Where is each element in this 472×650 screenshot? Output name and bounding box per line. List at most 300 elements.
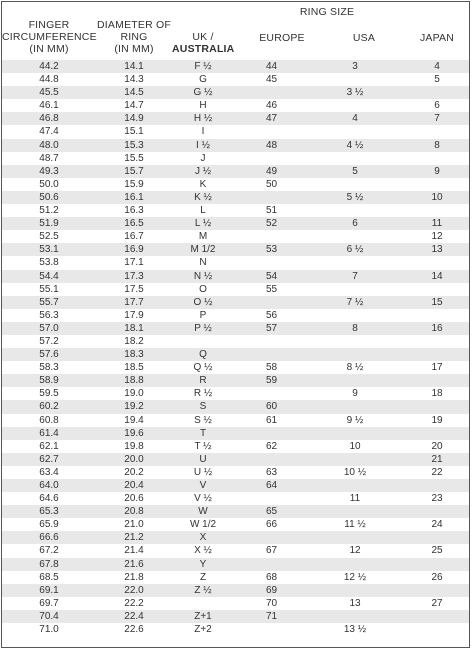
diameter-cell: 21.6 <box>124 558 144 570</box>
diameter-cell: 17.3 <box>124 270 144 282</box>
usa-size-cell: 9 ½ <box>346 414 364 426</box>
uk-size-cell: O ½ <box>193 296 213 308</box>
diameter-cell: 20.4 <box>124 480 144 491</box>
finger-circumference-cell: 58.9 <box>39 375 59 387</box>
usa-size-cell: 5 <box>352 165 358 177</box>
usa-header: USA <box>352 32 376 44</box>
usa-size-cell: 5 ½ <box>346 191 364 203</box>
europe-size-cell <box>234 230 314 243</box>
diameter-cell: 20.8 <box>124 506 144 518</box>
australia-header-line: AUSTRALIA <box>172 43 235 55</box>
finger-circumference-cell: 69.1 <box>39 584 59 596</box>
finger-circumference-cell: 57.0 <box>39 322 59 334</box>
finger-circumference-cell: 57.2 <box>39 335 59 347</box>
usa-size-cell <box>314 73 396 86</box>
europe-size-cell: 59 <box>266 375 278 387</box>
japan-size-cell: 10 <box>431 191 443 203</box>
table-row <box>2 531 469 544</box>
europe-size-cell: 63 <box>266 466 278 478</box>
europe-size-cell <box>234 125 314 138</box>
usa-size-cell: 4 <box>352 113 358 125</box>
japan-size-cell: 12 <box>431 231 443 243</box>
uk-size-cell: F ½ <box>194 61 212 72</box>
usa-size-cell <box>314 558 396 571</box>
table-row <box>2 544 469 557</box>
europe-size-cell: 66 <box>266 519 278 531</box>
usa-size-cell <box>314 178 396 191</box>
table-row <box>2 270 469 283</box>
table-row <box>2 466 469 479</box>
uk-size-cell: X <box>199 532 207 544</box>
uk-size-cell: W 1/2 <box>189 519 217 531</box>
diameter-cell: 18.3 <box>124 349 144 361</box>
japan-size-cell: 18 <box>431 388 443 400</box>
diameter-cell: 17.1 <box>124 257 144 269</box>
europe-size-cell <box>234 348 314 361</box>
usa-size-cell <box>314 610 396 623</box>
japan-size-cell <box>396 531 460 544</box>
europe-size-cell <box>234 335 314 348</box>
uk-size-cell: G <box>199 74 207 86</box>
diameter-cell: 16.3 <box>124 205 144 217</box>
usa-size-cell: 6 <box>352 218 358 230</box>
usa-size-cell <box>314 125 396 138</box>
japan-size-cell: 8 <box>434 139 440 151</box>
usa-size-cell <box>314 283 396 296</box>
finger-circumference-cell: 56.3 <box>39 309 59 321</box>
finger-circumference-cell: 53.1 <box>39 244 59 256</box>
japan-size-cell <box>396 86 460 99</box>
diameter-cell: 21.4 <box>124 545 144 557</box>
finger-circumference-header <box>2 19 96 55</box>
table-row <box>2 217 469 230</box>
diameter-cell: 16.9 <box>124 244 144 256</box>
uk-size-cell: J <box>200 152 206 164</box>
finger-circumference-cell: 59.5 <box>39 388 59 400</box>
europe-size-cell: 47 <box>266 113 278 125</box>
finger-circumference-cell: 64.0 <box>39 480 59 491</box>
usa-size-cell: 11 <box>349 493 361 505</box>
europe-size-cell <box>234 191 314 204</box>
uk-size-cell: N <box>199 257 207 269</box>
finger-circumference-cell: 44.2 <box>39 61 59 72</box>
finger-circumference-cell: 49.3 <box>39 165 59 177</box>
finger-circumference-cell: 48.0 <box>39 139 59 151</box>
finger-circumference-cell: 61.4 <box>39 427 59 439</box>
diameter-cell: 16.7 <box>124 231 144 243</box>
diameter-cell: 21.8 <box>124 571 144 583</box>
europe-size-cell: 68 <box>266 571 278 583</box>
japan-header: JAPAN <box>419 32 455 44</box>
table-row <box>2 610 469 623</box>
diameter-header <box>96 19 172 55</box>
japan-size-cell <box>396 374 460 387</box>
japan-size-cell <box>396 204 460 217</box>
diameter-cell: 17.5 <box>124 283 144 295</box>
finger-circumference-cell: 71.0 <box>39 624 59 636</box>
uk-size-cell: M <box>198 231 208 243</box>
uk-size-cell: T <box>199 427 207 439</box>
finger-circumference-cell: 50.0 <box>39 178 59 190</box>
diameter-cell: 19.4 <box>124 414 144 426</box>
europe-size-cell: 55 <box>266 283 278 295</box>
diameter-cell: 22.2 <box>124 597 144 609</box>
finger-header-line: CIRCUMFERENCE <box>2 31 97 43</box>
europe-size-cell <box>234 86 314 99</box>
finger-circumference-cell: 55.7 <box>39 296 59 308</box>
japan-size-cell: 24 <box>431 519 443 531</box>
finger-circumference-cell: 70.4 <box>39 610 59 622</box>
table-row <box>2 139 469 152</box>
usa-size-cell <box>314 453 396 466</box>
japan-size-cell: 26 <box>431 571 443 583</box>
usa-size-cell <box>314 400 396 413</box>
diameter-cell: 15.5 <box>124 152 144 164</box>
japan-size-cell: 25 <box>431 545 443 557</box>
table-row <box>2 518 469 531</box>
japan-size-cell <box>396 335 460 348</box>
japan-size-cell: 23 <box>431 493 443 505</box>
japan-size-cell <box>396 584 460 597</box>
table-row <box>2 558 469 571</box>
diameter-cell: 15.7 <box>124 165 144 177</box>
europe-size-cell: 60 <box>266 401 278 413</box>
table-row <box>2 335 469 348</box>
ring-size-group-title: RING SIZE <box>299 6 355 18</box>
usa-size-cell: 8 ½ <box>346 362 364 374</box>
europe-size-cell <box>234 558 314 571</box>
uk-size-cell: Z ½ <box>194 584 212 596</box>
usa-size-cell <box>314 335 396 348</box>
diameter-cell: 14.1 <box>124 61 144 72</box>
japan-size-cell <box>396 479 460 492</box>
finger-circumference-cell: 68.5 <box>39 571 59 583</box>
usa-size-cell: 13 ½ <box>343 624 367 636</box>
diameter-cell: 15.1 <box>124 126 144 138</box>
usa-size-cell <box>314 204 396 217</box>
europe-size-cell: 49 <box>266 165 278 177</box>
uk-size-cell: I <box>201 126 205 138</box>
japan-size-cell <box>396 348 460 361</box>
usa-size-cell <box>314 256 396 269</box>
usa-size-cell <box>314 531 396 544</box>
europe-size-cell: 50 <box>266 178 278 190</box>
europe-size-cell <box>234 623 314 636</box>
usa-size-cell: 12 ½ <box>343 571 367 583</box>
table-row <box>2 112 469 125</box>
japan-size-cell <box>396 125 460 138</box>
europe-size-cell: 64 <box>266 480 278 491</box>
usa-size-cell: 10 ½ <box>343 466 367 478</box>
finger-circumference-cell: 52.5 <box>39 231 59 243</box>
usa-size-cell: 3 <box>352 61 358 72</box>
europe-size-cell: 51 <box>266 205 278 217</box>
finger-circumference-cell: 69.7 <box>39 597 59 609</box>
uk-size-cell: P ½ <box>194 322 212 334</box>
diameter-header-line: (IN MM) <box>114 43 154 55</box>
finger-circumference-cell: 65.9 <box>39 519 59 531</box>
uk-size-cell: H <box>199 100 207 112</box>
finger-circumference-cell: 46.8 <box>39 113 59 125</box>
table-row <box>2 623 469 636</box>
europe-size-cell: 62 <box>266 440 278 452</box>
usa-size-cell <box>314 427 396 440</box>
diameter-cell: 19.0 <box>124 388 144 400</box>
japan-size-cell <box>396 152 460 165</box>
diameter-cell: 14.7 <box>124 100 144 112</box>
finger-circumference-cell: 50.6 <box>39 191 59 203</box>
table-row <box>2 453 469 466</box>
japan-size-cell: 21 <box>431 453 443 465</box>
europe-size-cell: 46 <box>266 100 278 112</box>
finger-circumference-cell: 62.7 <box>39 453 59 465</box>
uk-size-cell: Z <box>199 571 207 583</box>
diameter-cell: 17.7 <box>124 296 144 308</box>
table-row <box>2 191 469 204</box>
table-row <box>2 165 469 178</box>
europe-size-cell: 54 <box>266 270 278 282</box>
table-row <box>2 492 469 505</box>
uk-size-cell: H ½ <box>193 113 213 125</box>
uk-size-cell: W <box>198 506 208 518</box>
table-row <box>2 86 469 99</box>
finger-circumference-cell: 51.2 <box>39 205 59 217</box>
usa-size-cell <box>314 479 396 492</box>
uk-size-cell: Z+1 <box>194 610 212 622</box>
finger-circumference-cell: 58.3 <box>39 362 59 374</box>
japan-size-cell: 22 <box>431 466 443 478</box>
uk-size-cell: G ½ <box>193 87 213 99</box>
diameter-cell: 18.8 <box>124 375 144 387</box>
finger-circumference-cell: 63.4 <box>39 466 59 478</box>
uk-size-cell: R <box>199 375 207 387</box>
table-row <box>2 571 469 584</box>
europe-size-cell <box>234 531 314 544</box>
table-row <box>2 400 469 413</box>
uk-size-cell: K ½ <box>194 191 212 203</box>
europe-size-cell: 45 <box>266 74 278 86</box>
table-row <box>2 283 469 296</box>
table-row <box>2 427 469 440</box>
diameter-cell: 19.6 <box>124 427 144 439</box>
diameter-cell: 14.3 <box>124 74 144 86</box>
usa-size-cell <box>314 309 396 322</box>
uk-size-cell <box>172 597 234 610</box>
ring-size-table <box>1 1 470 648</box>
table-row <box>2 597 469 610</box>
table-row <box>2 479 469 492</box>
europe-header: EUROPE <box>259 32 305 44</box>
europe-size-cell: 53 <box>266 244 278 256</box>
table-row <box>2 361 469 374</box>
finger-circumference-cell: 67.2 <box>39 545 59 557</box>
japan-size-cell: 11 <box>431 218 443 230</box>
europe-size-cell <box>234 387 314 400</box>
uk-size-cell: L <box>200 205 206 217</box>
usa-size-cell <box>314 584 396 597</box>
diameter-cell: 16.1 <box>124 191 144 203</box>
europe-size-cell: 71 <box>266 610 278 622</box>
usa-size-cell: 6 ½ <box>346 244 364 256</box>
finger-circumference-cell: 54.4 <box>39 270 59 282</box>
japan-size-cell <box>396 256 460 269</box>
diameter-cell: 18.5 <box>124 362 144 374</box>
japan-size-cell: 6 <box>434 100 440 112</box>
usa-size-cell: 8 <box>352 322 358 334</box>
uk-size-cell: K <box>199 178 207 190</box>
finger-circumference-cell: 51.9 <box>39 218 59 230</box>
finger-circumference-cell: 48.7 <box>39 152 59 164</box>
diameter-cell: 18.2 <box>124 335 144 347</box>
uk-size-cell: Z+2 <box>194 624 212 636</box>
usa-size-cell <box>314 230 396 243</box>
uk-size-cell: S ½ <box>194 414 212 426</box>
table-row <box>2 505 469 518</box>
table-row <box>2 348 469 361</box>
finger-circumference-cell: 64.6 <box>39 493 59 505</box>
japan-size-cell: 19 <box>431 414 443 426</box>
uk-size-cell: S <box>199 401 207 413</box>
uk-australia-header <box>172 31 234 55</box>
usa-size-cell: 4 ½ <box>346 139 364 151</box>
usa-size-cell: 3 ½ <box>346 87 364 99</box>
table-row <box>2 243 469 256</box>
uk-size-cell <box>172 335 234 348</box>
japan-size-cell: 13 <box>431 244 443 256</box>
japan-size-cell <box>396 283 460 296</box>
uk-size-cell: V <box>199 480 207 491</box>
diameter-cell: 21.0 <box>124 519 144 531</box>
usa-size-cell: 10 <box>349 440 361 452</box>
diameter-cell: 15.3 <box>124 139 144 151</box>
finger-circumference-cell: 57.6 <box>39 349 59 361</box>
diameter-cell: 19.2 <box>124 401 144 413</box>
japan-size-cell: 15 <box>431 296 443 308</box>
uk-size-cell: O <box>199 283 207 295</box>
table-row <box>2 230 469 243</box>
finger-circumference-cell: 45.5 <box>39 87 59 99</box>
japan-size-cell: 16 <box>431 322 443 334</box>
uk-size-cell: X ½ <box>194 545 212 557</box>
europe-size-cell: 58 <box>266 362 278 374</box>
japan-size-cell: 7 <box>434 113 440 125</box>
japan-size-cell <box>396 309 460 322</box>
japan-size-cell <box>396 178 460 191</box>
table-row <box>2 322 469 335</box>
table-row <box>2 584 469 597</box>
japan-size-cell <box>396 427 460 440</box>
europe-size-cell <box>234 492 314 505</box>
uk-size-cell: U <box>199 453 207 465</box>
uk-size-cell: Q <box>199 349 207 361</box>
diameter-cell: 22.0 <box>124 584 144 596</box>
diameter-cell: 20.0 <box>124 453 144 465</box>
uk-size-cell: R ½ <box>193 388 213 400</box>
europe-size-cell: 70 <box>266 597 278 609</box>
usa-size-cell <box>314 99 396 112</box>
finger-circumference-cell: 62.1 <box>39 440 59 452</box>
usa-size-cell: 7 <box>352 270 358 282</box>
table-row <box>2 256 469 269</box>
japan-size-cell <box>396 400 460 413</box>
diameter-header-line: RING <box>120 31 148 43</box>
uk-size-cell: I ½ <box>196 139 210 151</box>
uk-size-cell: L ½ <box>194 218 212 230</box>
europe-size-cell <box>234 256 314 269</box>
diameter-cell: 20.6 <box>124 493 144 505</box>
uk-size-cell: J ½ <box>194 165 212 177</box>
japan-size-cell: 4 <box>434 61 440 72</box>
diameter-cell: 15.9 <box>124 178 144 190</box>
europe-size-cell: 48 <box>266 139 278 151</box>
japan-size-cell: 27 <box>431 597 443 609</box>
finger-circumference-cell: 60.8 <box>39 414 59 426</box>
diameter-cell: 22.6 <box>124 624 144 636</box>
japan-size-cell <box>396 610 460 623</box>
europe-size-cell: 61 <box>266 414 278 426</box>
usa-size-cell: 9 <box>352 388 358 400</box>
europe-size-cell: 65 <box>266 506 278 518</box>
uk-size-cell: V ½ <box>194 493 212 505</box>
usa-size-cell: 13 <box>349 597 361 609</box>
uk-size-cell: Y <box>199 558 207 570</box>
diameter-cell: 20.2 <box>124 466 144 478</box>
finger-circumference-cell: 65.3 <box>39 506 59 518</box>
diameter-cell: 22.4 <box>124 610 144 622</box>
europe-size-cell <box>234 453 314 466</box>
finger-header-line: FINGER <box>28 19 70 31</box>
uk-size-cell: P <box>199 309 207 321</box>
diameter-cell: 19.8 <box>124 440 144 452</box>
japan-size-cell: 14 <box>431 270 443 282</box>
table-body <box>2 60 469 636</box>
table-header <box>2 2 469 60</box>
table-row <box>2 60 469 73</box>
europe-size-cell: 67 <box>266 545 278 557</box>
usa-size-cell: 7 ½ <box>346 296 364 308</box>
diameter-header-line: DIAMETER OF <box>97 19 171 31</box>
europe-size-cell: 56 <box>266 309 278 321</box>
finger-circumference-cell: 67.8 <box>39 558 59 570</box>
diameter-cell: 21.2 <box>124 532 144 544</box>
europe-size-cell <box>234 296 314 309</box>
europe-size-cell: 52 <box>266 218 278 230</box>
finger-circumference-cell: 55.1 <box>39 283 59 295</box>
uk-size-cell: N ½ <box>193 270 213 282</box>
table-row <box>2 414 469 427</box>
japan-size-cell <box>396 558 460 571</box>
europe-size-cell: 69 <box>266 584 278 596</box>
table-row <box>2 152 469 165</box>
finger-circumference-cell: 66.6 <box>39 532 59 544</box>
europe-size-cell: 44 <box>266 61 278 72</box>
table-row <box>2 440 469 453</box>
diameter-cell: 18.1 <box>124 322 144 334</box>
uk-size-cell: T ½ <box>194 440 212 452</box>
japan-size-cell: 9 <box>434 165 440 177</box>
usa-size-cell <box>314 348 396 361</box>
europe-size-cell: 57 <box>266 322 278 334</box>
table-row <box>2 125 469 138</box>
table-row <box>2 309 469 322</box>
table-row <box>2 178 469 191</box>
finger-header-line: (IN MM) <box>29 43 69 55</box>
japan-size-cell: 5 <box>434 74 440 86</box>
japan-size-cell <box>396 505 460 518</box>
diameter-cell: 17.9 <box>124 309 144 321</box>
uk-header-line: UK / <box>192 31 214 43</box>
finger-circumference-cell: 53.8 <box>39 257 59 269</box>
